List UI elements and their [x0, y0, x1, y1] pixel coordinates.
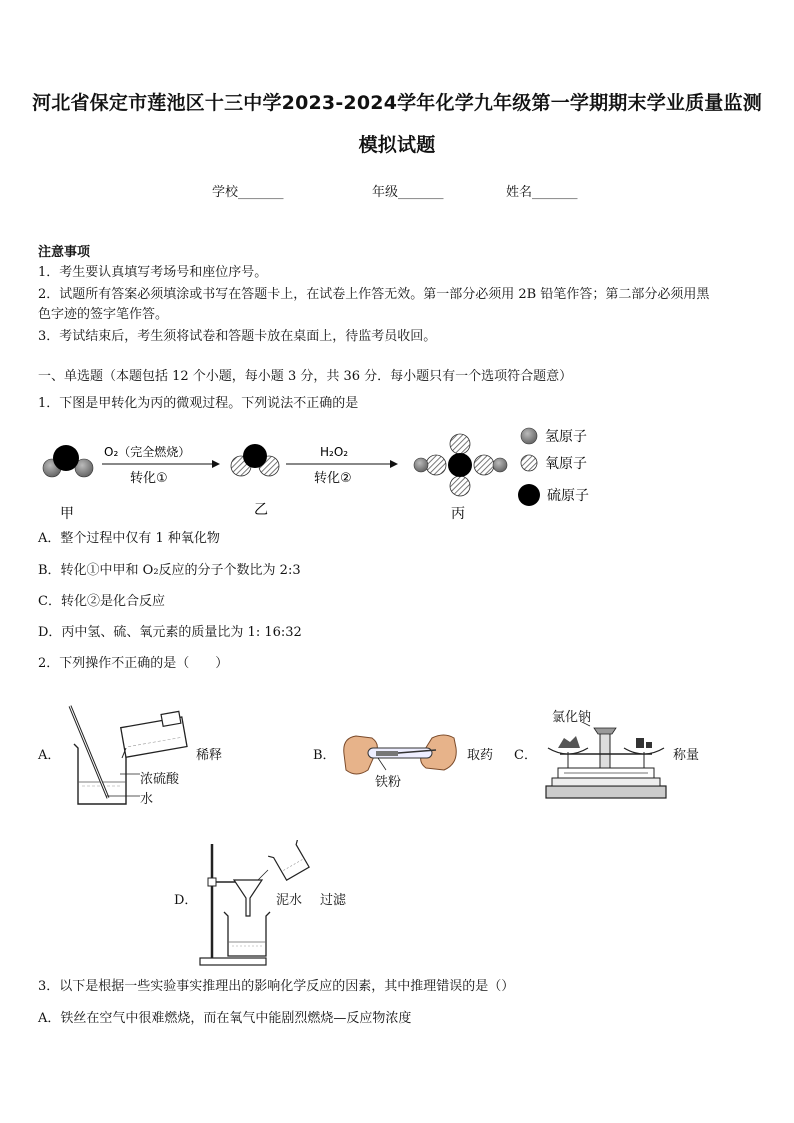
notice-item: 2．试题所有答案必须填涂或书写在答题卡上，在试卷上作答无效。第一部分必须用 2B 铅笔作答；第二部分必须用黑	[38, 287, 710, 302]
molecule-conversion-diagram	[30, 420, 610, 525]
oxygen-atom-icon	[426, 455, 446, 475]
arrow1-top-label: O₂（完全燃烧）	[104, 445, 191, 459]
q2-option-a-label: 稀释	[196, 748, 223, 763]
hydrogen-atom-icon	[414, 458, 428, 472]
page-title-line1: 河北省保定市莲池区十三中学2023-2024学年化学九年级第一学期期末学业质量监测	[32, 92, 762, 114]
q2-salt-label: 氯化钠	[552, 710, 592, 725]
page-title-line2: 模拟试题	[358, 134, 436, 156]
q2-option-c-letter: C．	[514, 748, 537, 763]
notice-heading: 注意事项	[38, 245, 91, 260]
q2-option-a-letter: A．	[38, 748, 61, 763]
oxygen-atom-icon	[450, 434, 470, 454]
label-jia: 甲	[60, 506, 74, 522]
question-3-stem: 3．以下是根据一些实验事实推理出的影响化学反应的因素，其中推理错误的是（）	[38, 979, 515, 994]
q1-option-b: B．转化①中甲和 O₂反应的分子个数比为 2:3	[38, 563, 301, 578]
q2-mud-label: 泥水	[276, 893, 303, 908]
legend-oxygen-label: 氧原子	[545, 456, 587, 472]
notice-item: 3．考试结束后，考生须将试卷和答题卡放在桌面上，待监考员收回。	[38, 329, 437, 344]
q1-option-d: D．丙中氢、硫、氧元素的质量比为 1: 16:32	[38, 625, 302, 640]
sulfur-atom-icon	[243, 444, 267, 468]
label-bing: 丙	[451, 506, 465, 522]
notice-item: 1．考生要认真填写考场号和座位序号。	[38, 265, 268, 280]
question-2-stem: 2．下列操作不正确的是（ ）	[38, 656, 229, 671]
question-1-stem: 1．下图是甲转化为丙的微观过程。下列说法不正确的是	[38, 396, 359, 411]
q2-option-d-letter: D．	[174, 893, 198, 908]
notice-item: 色字迹的签字笔作答。	[38, 307, 169, 322]
sulfur-atom-icon	[53, 445, 79, 471]
q2-option-c-label: 称量	[673, 748, 700, 763]
arrow1-bottom-label: 转化①	[130, 471, 168, 486]
hydrogen-atom-icon	[493, 458, 507, 472]
q1-option-a: A．整个过程中仅有 1 种氧化物	[38, 531, 220, 546]
section-heading: 一、单选题（本题包括 12 个小题，每小题 3 分，共 36 分．每小题只有一个选项符合题意）	[38, 369, 573, 384]
q2-option-b-label: 取药	[467, 748, 494, 763]
q2-option-d-label: 过滤	[320, 893, 347, 908]
arrow2-top-label: H₂O₂	[320, 445, 349, 459]
sulfur-atom-icon	[448, 453, 472, 477]
q2-powder-label: 铁粉	[375, 775, 402, 790]
legend-oxygen-icon	[521, 455, 537, 471]
legend-sulfur-icon	[518, 484, 540, 506]
q2-water-label: 水	[140, 792, 154, 807]
arrow2-bottom-label: 转化②	[314, 471, 352, 486]
legend-hydrogen-icon	[521, 428, 537, 444]
oxygen-atom-icon	[474, 455, 494, 475]
q1-option-c: C．转化②是化合反应	[38, 594, 165, 609]
q3-option-a: A．铁丝在空气中很难燃烧，而在氧气中能剧烈燃烧—反应物浓度	[38, 1011, 412, 1026]
oxygen-atom-icon	[450, 476, 470, 496]
name-field: 姓名_______	[506, 185, 578, 200]
balance-diagram	[540, 722, 670, 804]
q2-option-b-letter: B．	[313, 748, 336, 763]
label-yi: 乙	[254, 502, 268, 518]
grade-field: 年级_______	[372, 185, 444, 200]
legend-hydrogen-label: 氢原子	[545, 429, 587, 445]
school-field: 学校_______	[212, 185, 284, 200]
q2-acid-label: 浓硫酸	[140, 772, 180, 787]
legend-sulfur-label: 硫原子	[547, 488, 589, 504]
